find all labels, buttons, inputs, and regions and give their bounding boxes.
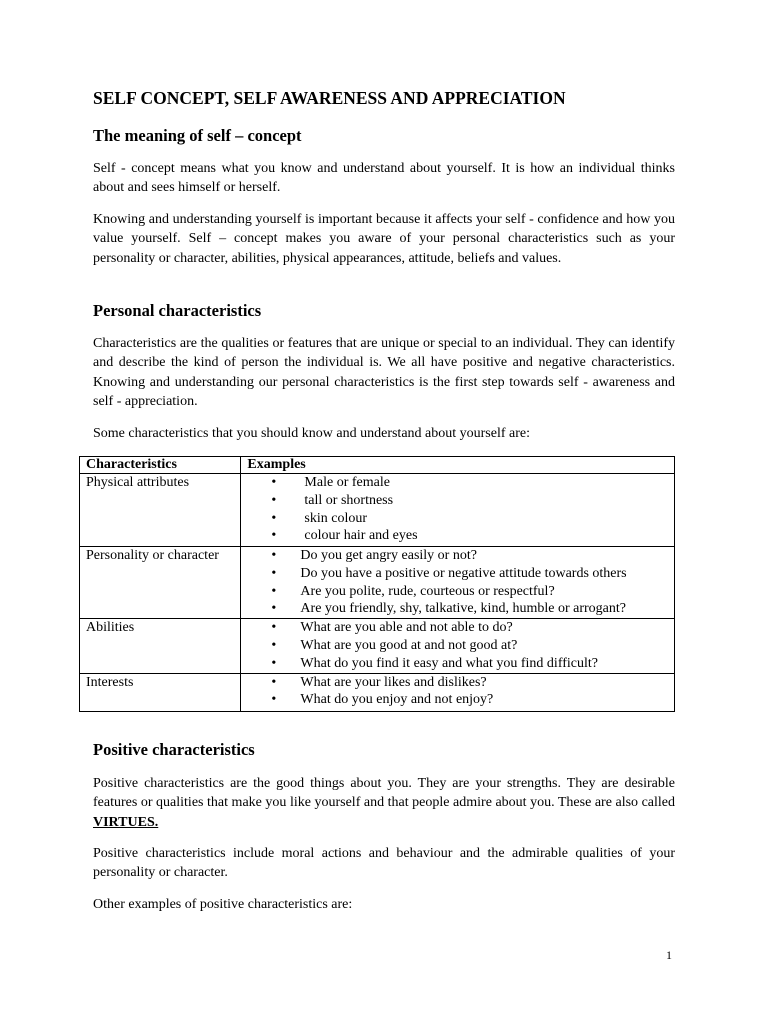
list-item: • What are you good at and not good at? — [271, 637, 674, 655]
paragraph-characteristics-definition: Characteristics are the qualities or features that are unique or special to an individual. They can identify and describe the kind of person the individual is. We all have positive and negative characteristics. Knowing and understanding our personal characteristics is the first step towards self - awareness and self - appreciation. — [93, 336, 675, 409]
paragraph-positive-moral-actions: Positive characteristics include moral actions and behaviour and the admirable qualities of your personality or character. — [93, 846, 675, 881]
list-item: • What are you able and not able to do? — [271, 619, 674, 637]
table-header-characteristics: Characteristics — [80, 457, 241, 474]
list-item: • Do you get angry easily or not? — [271, 547, 674, 565]
list-item: • What do you find it easy and what you find difficult? — [271, 655, 674, 673]
list-item: • tall or shortness — [271, 492, 674, 510]
table-row — [80, 619, 675, 673]
paragraph-characteristics-intro: Some characteristics that you should know and understand about yourself are: — [93, 426, 530, 441]
examples-list — [247, 547, 674, 618]
examples-list — [247, 619, 674, 672]
paragraph-self-concept-importance: Knowing and understanding yourself is important because it affects your self - confidence and how you value yourself. Self – concept makes you aware of your personal characteristics such as your personality or character, abilities, physical appearances, attitude, beliefs and values. — [93, 212, 675, 266]
document-title: SELF CONCEPT, SELF AWARENESS AND APPRECIATION — [93, 88, 566, 108]
virtues-emphasis: VIRTUES. — [93, 814, 159, 830]
row-label-interests: Interests — [80, 673, 241, 711]
list-item: • colour hair and eyes — [271, 527, 674, 545]
heading-positive-characteristics: Positive characteristics — [93, 740, 255, 759]
heading-meaning-of-self-concept: The meaning of self – concept — [93, 126, 302, 145]
table-header-examples: Examples — [241, 457, 675, 474]
list-item: • What do you enjoy and not enjoy? — [271, 691, 674, 709]
table-row — [80, 474, 675, 547]
list-item: • Male or female — [271, 474, 674, 492]
page-number: 1 — [666, 948, 672, 962]
row-label-physical-attributes: Physical attributes — [80, 474, 241, 547]
list-item: • Are you polite, rude, courteous or respectful? — [271, 583, 674, 601]
row-label-abilities: Abilities — [80, 619, 241, 673]
list-item: • Do you have a positive or negative attitude towards others — [271, 565, 674, 583]
row-examples-interests — [241, 673, 675, 711]
characteristics-table — [79, 456, 675, 712]
paragraph-positive-definition — [93, 774, 675, 832]
row-examples-abilities — [241, 619, 675, 673]
row-label-personality-or-character: Personality or character — [80, 547, 241, 619]
table-header-row — [80, 457, 675, 474]
list-item: • skin colour — [271, 510, 674, 528]
examples-list — [247, 474, 674, 545]
positive-definition-text: Positive characteristics are the good things about you. They are your strengths. They are desirable features or qualities that make you like yourself and that people admire about you. These are also called — [93, 776, 675, 811]
paragraph-self-concept-definition: Self - concept means what you know and understand about yourself. It is how an individual thinks about and sees himself or herself. — [93, 161, 675, 196]
table-row — [80, 673, 675, 711]
heading-personal-characteristics: Personal characteristics — [93, 301, 262, 320]
examples-list — [247, 674, 674, 710]
list-item: • Are you friendly, shy, talkative, kind, humble or arrogant? — [271, 600, 674, 618]
paragraph-positive-examples-intro: Other examples of positive characteristics are: — [93, 897, 353, 912]
table-row — [80, 547, 675, 619]
list-item: • What are your likes and dislikes? — [271, 674, 674, 692]
row-examples-physical-attributes — [241, 474, 675, 547]
row-examples-personality-or-character — [241, 547, 675, 619]
